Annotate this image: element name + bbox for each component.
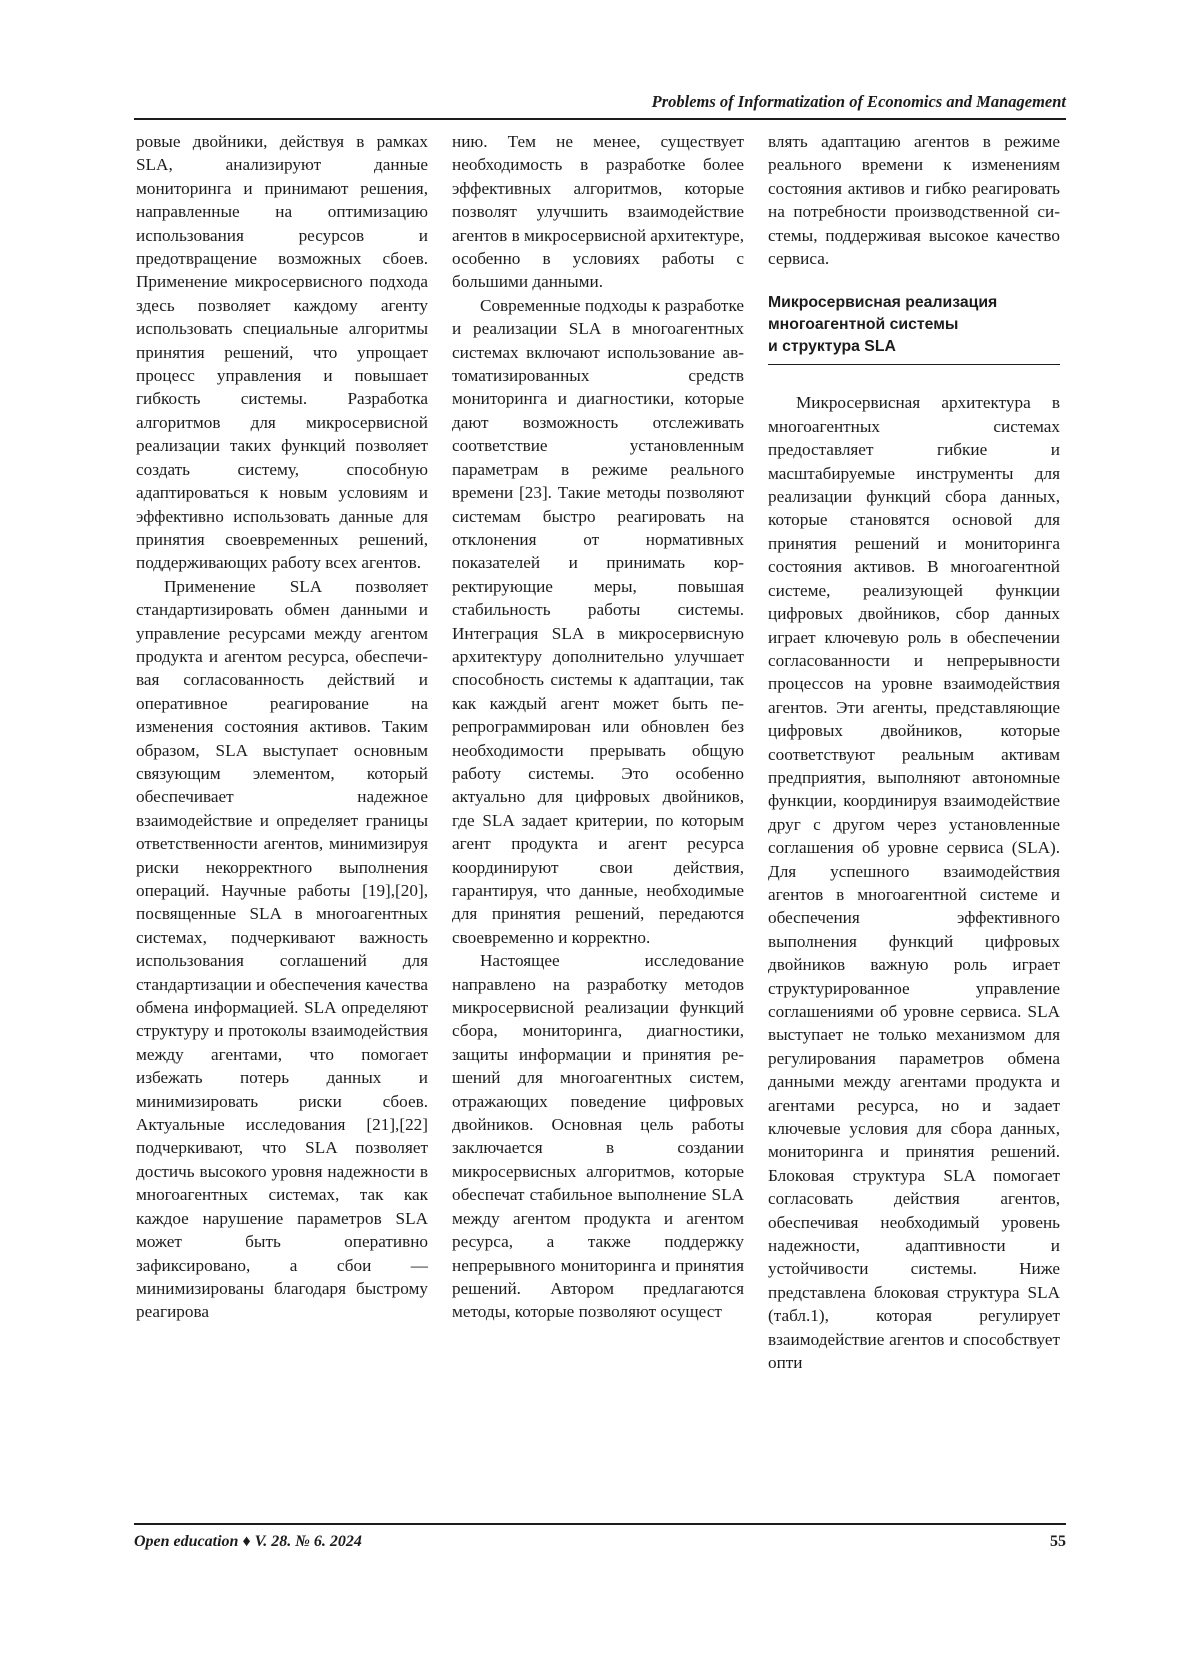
section-heading-line: и структура SLA (768, 338, 896, 356)
section-heading-line: Микросервисная реализация (768, 294, 998, 312)
section-heading-line: многоагентной системы (768, 316, 959, 334)
page-number: 55 (1050, 1533, 1066, 1550)
text-column-2 (452, 130, 744, 1324)
spacer (768, 365, 1060, 391)
section-heading (768, 292, 1060, 365)
paragraph: Микросервисная архитектура в многоагентных системах предоставляет гибкие и масштабируемые инструменты для реализации функций сбора данных, которые становятся основой для принятия решений и мониторинга состояния активов. В многоагентной системе, реализующей функции цифровых двойников, сбор данных играет ключевую роль в обеспечении согласованности и непрерывности процессов на уровне взаимодействия агентов. Эти агенты, представляющие цифровых двойников, которые соответствуют реальным активам предприятия, выполняют автономные функции, координируя взаимодействие друг с другом через установленные соглашения об уровне сервиса (SLA). Для успешного взаимодействия агентов в многоагентной системе и обеспечения эффективного выполнения функций цифровых двойников важную роль играет структурированное управление соглашениями об уровне сервиса. SLA выступает не только механизмом для регулирования параметров обмена данными между агентами продукта и агентами ресурса, но и задает ключевые условия для сбора данных, мониторинга и принятия решений. Блоковая структура SLA помогает согласовать действия агентов, обеспечивая необходимый уровень надежности, адаптивности и устойчивости системы. Ниже представлена блоковая структура SLA (табл.1), которая регулирует взаимодействие агентов и способствует опти (768, 393, 1060, 1373)
running-footer (134, 1523, 1066, 1551)
paragraph: нию. Тем не менее, существует необходимость в разработке более эффективных алгоритмов, которые позволят улучшить взаимодействие агентов в микросервисной архитектуре, особенно в условиях работы с большими данными. (452, 132, 744, 292)
text-column-3 (768, 130, 1060, 1375)
journal-citation: Open education ♦ V. 28. № 6. 2024 (134, 1533, 362, 1550)
text-column-1 (136, 130, 428, 1324)
paragraph: Настоящее исследование направлено на разработку методов микросервисной реализации функций сбора, мониторинга, диагностики, защиты информации и принятия решений для многоагентных систем, отражающих поведение цифровых двойников. Основная цель работы заключается в создании микросервисных алгоритмов, которые обеспечат стабильное выполнение SLA между агентом продукта и агентом ресурса, а также поддержку непрерывного мониторинга и принятия решений. Автором предлагаются методы, которые позволяют осущест (452, 951, 744, 1322)
paragraph: Применение SLA позволяет стандартизировать обмен данными и управление ресурсами между агентом продукта и агентом ресурса, обеспечивая согласованность действий и оперативное реагирование на изменения состояния активов. Таким образом, SLA выступает основным связующим элементом, который обеспечивает надежное взаимодействие и определяет границы ответственности агентов, минимизируя риски некорректного выполнения операций. Научные работы [19],[20], посвященные SLA в многоагентных системах, подчеркивают важность использования соглашений для стандартизации и обеспечения качества обмена информацией. SLA определяют структуру и протоколы взаимодействия между агентами, что помогает избежать потерь данных и минимизировать риски сбоев. Актуальные исследования [21],[22] подчеркивают, что SLA позволяет достичь высокого уровня надежности в многоагентных системах, так как каждое нарушение параметров SLA может быть оперативно зафиксировано, а сбои — минимизированы благодаря быстрому реагирова (136, 576, 428, 1322)
journal-title: Problems of Informatization of Economics and Management (651, 92, 1066, 111)
running-header (134, 92, 1066, 120)
paragraph: влять адаптацию агентов в режиме реального времени к изменениям состояния активов и гибко реагировать на потребности производственной системы, поддерживая высокое качество сервиса. (768, 132, 1060, 269)
paragraph: Современные подходы к разработке и реализации SLA в многоагентных системах включают использование автоматизированных средств мониторинга и диагностики, которые дают возможность отслеживать соответствие установленным параметрам в режиме реального времени [23]. Такие методы позволяют системам быстро реагировать на отклонения от нормативных показателей и принимать корректирующие меры, повышая стабильность работы системы. Интеграция SLA в микросервисную архитектуру дополнительно улучшает способность системы к адаптации, так как каждый агент может быть перепрограммирован или обновлен без необходимости прерывать общую работу системы. Это особенно актуально для цифровых двойников, где SLA задает критерии, по которым агент продукта и агент ресурса координируют свои действия, гарантируя, что данные, необходимые для принятия решений, передаются своевременно и корректно. (452, 295, 744, 947)
paragraph: ровые двойники, действуя в рамках SLA, анализируют данные мониторинга и принимают решения, направленные на оптимизацию использования ресурсов и предотвращение возможных сбоев. Применение микросервисного подхода здесь позволяет каждому агенту использовать специальные алгоритмы принятия решений, что упрощает процесс управления и повышает гибкость системы. Разработка алгоритмов для микросервисной реализации таких функций позволяет создать систему, способную адаптироваться к новым условиям и эффективно использовать данные для принятия своевременных решений, поддерживающих работу всех агентов. (136, 132, 428, 573)
